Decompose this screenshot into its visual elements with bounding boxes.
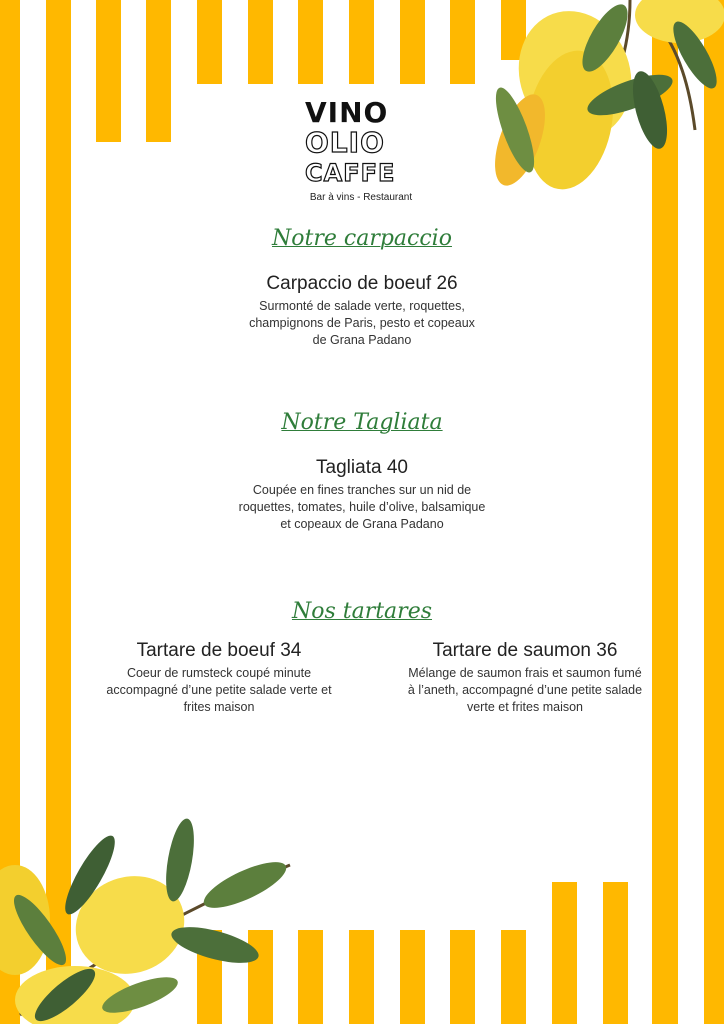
section-heading: Nos tartares xyxy=(291,599,433,624)
dish-title: Carpaccio de boeuf 26 xyxy=(266,273,458,294)
stripe-bottom xyxy=(400,930,425,1024)
stripe-bottom xyxy=(450,930,475,1024)
dish-description: Surmonté de salade verte, roquettes, champignons de Paris, pesto et copeaux de Grana Padano xyxy=(249,299,475,347)
stripe-bottom xyxy=(501,930,526,1024)
dish-title: Tartare de boeuf 34 xyxy=(136,640,302,661)
dish-title: Tartare de saumon 36 xyxy=(432,640,618,661)
dish-title: Tagliata 40 xyxy=(316,457,408,478)
stripe-top xyxy=(450,0,475,84)
section-heading: Notre Tagliata xyxy=(281,410,443,435)
stripe-top xyxy=(298,0,323,84)
logo-subtitle: Bar à vins - Restaurant xyxy=(309,192,413,203)
stripe-top xyxy=(400,0,425,84)
dish-description: Mélange de saumon frais et saumon fumé à l’aneth, accompagné d’une petite salade verte et frites maison xyxy=(407,666,643,714)
logo-line-vino: VINO xyxy=(305,96,389,129)
stripe-bottom xyxy=(603,882,628,1024)
stripe-bottom xyxy=(349,930,374,1024)
stripe-top xyxy=(349,0,374,84)
stripe-top xyxy=(248,0,273,84)
stripe-bottom xyxy=(298,930,323,1024)
stripe-top xyxy=(146,0,171,142)
logo-line-olio: OLIO xyxy=(305,126,385,159)
logo-line-caffe: CAFFE xyxy=(305,159,396,187)
stripe-top xyxy=(197,0,222,84)
restaurant-logo xyxy=(305,98,417,203)
stripe-bottom xyxy=(552,882,577,1024)
stripe-top xyxy=(96,0,121,142)
section-heading: Notre carpaccio xyxy=(272,226,452,251)
dish-description: Coupée en fines tranches sur un nid de roquettes, tomates, huile d’olive, balsamique et copeaux de Grana Padano xyxy=(238,483,486,531)
lemon-branch-icon xyxy=(0,805,300,1024)
dish-description: Coeur de rumsteck coupé minute accompagné d’une petite salade verte et frites maison xyxy=(106,666,332,714)
lemon-branch-icon xyxy=(480,0,724,210)
